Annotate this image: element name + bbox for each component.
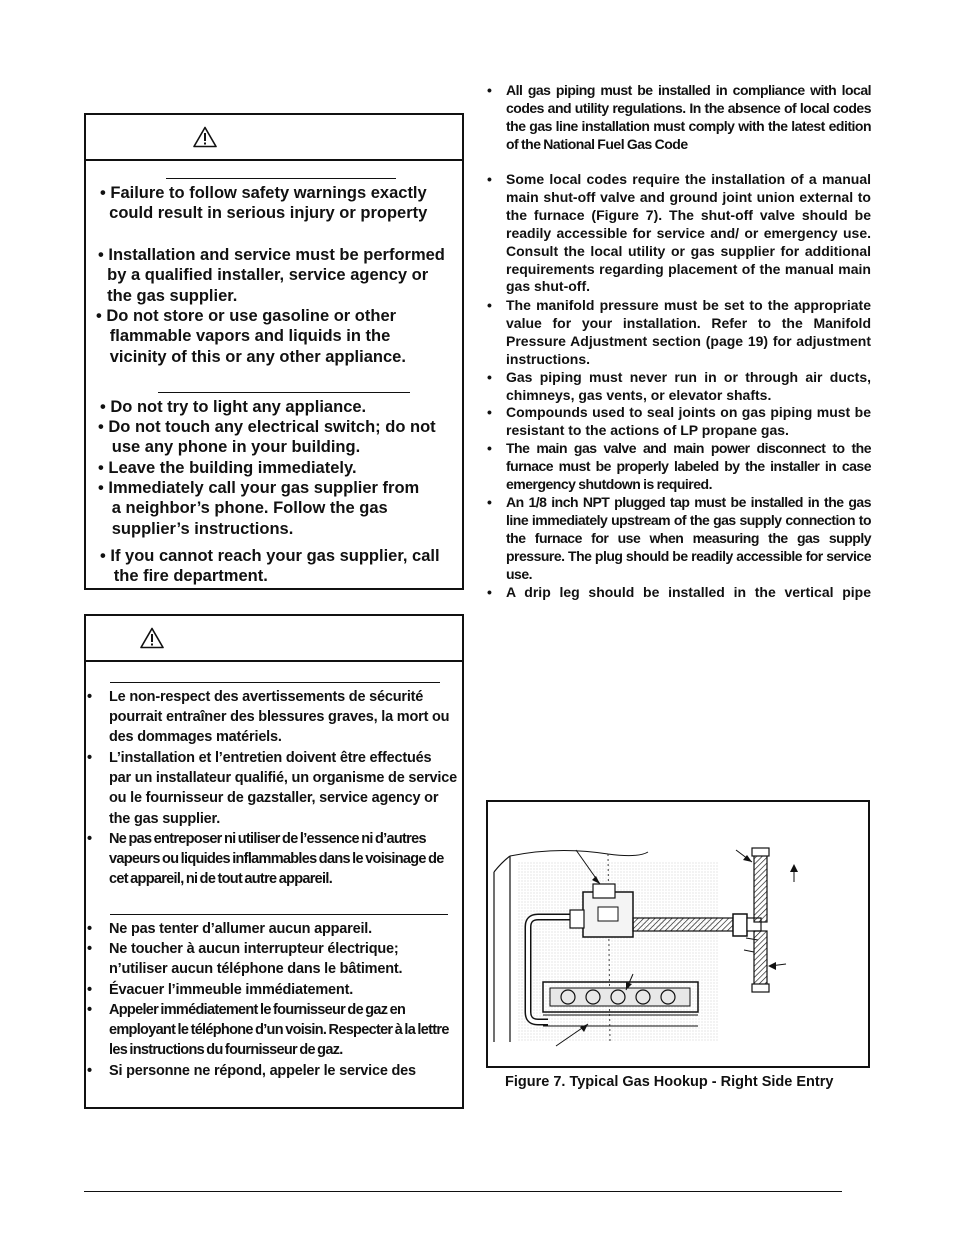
gas-hookup-diagram: [488, 802, 868, 1066]
section-rule: [166, 178, 396, 179]
gas-piping-item: [487, 82, 871, 154]
gas-piping-item: [487, 494, 871, 584]
gas-piping-item: [487, 404, 871, 440]
warning-item-text: Le non-respect des avertissements de sécurité pourrait entraîner des blessures graves, la mort ou des dommages matériels.: [109, 689, 450, 746]
section-rule: [158, 392, 410, 393]
warning-item-text: L’installation et l’entretien doivent être effectués par un installateur qualifié, un organisme de service ou le fournisseur de gazstaller, service agency or the gas supplier.: [109, 750, 457, 827]
bullet: •: [87, 831, 92, 847]
figure-gas-hookup: [486, 800, 870, 1068]
warning-item: [87, 919, 457, 939]
bullet: •: [487, 297, 492, 313]
warning-item: [87, 980, 457, 1000]
gas-piping-item-text: An 1/8 inch NPT plugged tap must be installed in the gas line immediately upstream of the gas supply connection to the furnace for use when measuring the gas supply pressure. The plug should be readily accessible for service use.: [506, 494, 871, 582]
section-rule: [110, 682, 440, 683]
bullet: •: [87, 982, 92, 998]
warning-item-text: Appeler immédiatement le fournisseur de gaz en employant le téléphone d’un voisin. Respecter à la lettre les instructions du fournisseur de gaz.: [109, 1002, 449, 1059]
warning-item: [87, 1000, 459, 1061]
gas-piping-item: [487, 297, 871, 369]
warning-box-header: [86, 115, 462, 161]
warning-item-text: Ne toucher à aucun interrupteur électrique; n’utiliser aucun téléphone dans le bâtiment.: [109, 941, 403, 978]
warning-item-text: Ne pas entreposer ni utiliser de l’essence ni d’autres vapeurs ou liquides inflammables dans le voisinage de cet appareil, ni de tout autre appareil.: [109, 831, 444, 888]
gas-piping-item-text: The main gas valve and main power disconnect to the furnace must be properly labeled by the installer in case emergency shutdown is required.: [506, 440, 871, 492]
warning-item: [87, 687, 457, 748]
figure-caption: Figure 7. Typical Gas Hookup - Right Side Entry: [505, 1074, 834, 1090]
warning-item: • If you cannot reach your gas supplier, call the fire department.: [100, 547, 440, 586]
bullet: •: [87, 921, 92, 937]
warning-item: • Leave the building immediately.: [98, 459, 357, 477]
bullet: •: [87, 689, 92, 705]
warning-item: [87, 829, 459, 890]
section-rule: [110, 914, 448, 915]
bullet: •: [487, 584, 492, 600]
warning-item: [87, 1061, 457, 1081]
warning-item: [87, 748, 457, 829]
warning-triangle-icon: [140, 627, 164, 649]
bullet: •: [87, 1002, 92, 1018]
warning-item: • Do not store or use gasoline or other flammable vapors and liquids in the vicinity of this or any other appliance.: [96, 307, 406, 366]
warning-triangle-icon: [193, 126, 217, 148]
warning-item: • Immediately call your gas supplier from a neighbor’s phone. Follow the gas supplier’s instructions.: [98, 479, 420, 538]
warning-item: [87, 939, 457, 979]
warning-box-french: [84, 614, 464, 1109]
warning-box-header: [86, 616, 462, 662]
bullet: •: [87, 941, 92, 957]
warning-item: • Do not try to light any appliance.: [100, 398, 367, 416]
bullet: •: [87, 1063, 92, 1079]
warning-item: • Installation and service must be performed by a qualified installer, service agency or the gas supplier.: [98, 246, 445, 305]
warning-item: • Failure to follow safety warnings exactly could result in serious injury or property: [100, 184, 428, 223]
warning-item-text: Évacuer l’immeuble immédiatement.: [109, 982, 354, 998]
bullet: •: [487, 494, 492, 510]
gas-piping-item: [487, 584, 871, 602]
gas-piping-item: [487, 440, 871, 494]
gas-piping-item-text: A drip leg should be installed in the vertical pipe: [506, 584, 871, 600]
warning-box-english: [84, 113, 464, 590]
bullet: •: [487, 171, 492, 187]
warning-item: • Do not touch any electrical switch; do not use any phone in your building.: [98, 418, 436, 457]
gas-piping-item-text: All gas piping must be installed in compliance with local codes and utility regulations. In the absence of local codes the gas line installation must comply with the latest edition of the National Fuel Gas Code: [506, 82, 871, 152]
gas-piping-item-text: Gas piping must never run in or through air ducts, chimneys, gas vents, or elevator shafts.: [506, 369, 871, 403]
footer-rule: [84, 1191, 842, 1192]
warning-item-text: Ne pas tenter d’allumer aucun appareil.: [109, 921, 372, 937]
warning-item-text: Si personne ne répond, appeler le service des: [109, 1063, 416, 1079]
bullet: •: [487, 82, 492, 98]
gas-piping-item-text: Compounds used to seal joints on gas piping must be resistant to the actions of LP propane gas.: [506, 404, 871, 438]
bullet: •: [487, 404, 492, 420]
bullet: •: [487, 369, 492, 385]
bullet: •: [87, 750, 92, 766]
gas-piping-item-text: Some local codes require the installation of a manual main shut-off valve and ground joint union external to the furnace (Figure 7). The shut-off valve should be readily accessible for service and/ or emergency use. Consult the local utility or gas supplier for additional requirements regarding placement of the manual main gas shut-off.: [506, 171, 871, 295]
gas-piping-item: [487, 171, 871, 297]
gas-piping-item-text: The manifold pressure must be set to the appropriate value for your installation. Refer to the Manifold Pressure Adjustment section (page 19) for adjustment instructions.: [506, 297, 871, 367]
bullet: •: [487, 440, 492, 456]
gas-piping-item: [487, 369, 871, 405]
